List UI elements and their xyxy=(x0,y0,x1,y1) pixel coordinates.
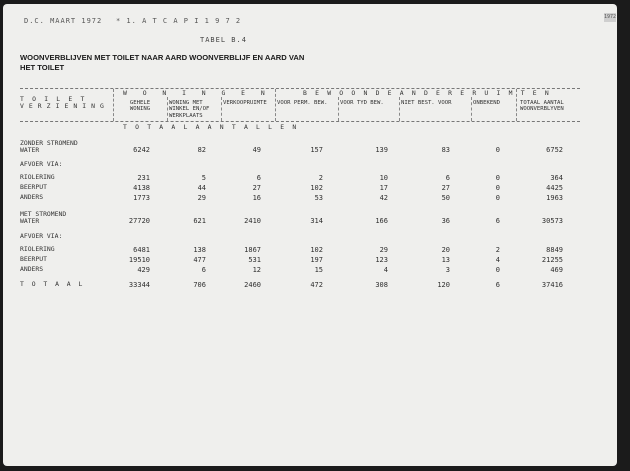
col-header-verkoopruimte: VERKOOPRUIMTE xyxy=(223,100,267,106)
group-andere-ruimten: B E W O O N D E A N D E R E R U I M T E N xyxy=(303,89,551,97)
table-cell: 157 xyxy=(310,146,323,154)
table-cell: 472 xyxy=(310,281,323,289)
table-cell: 29 xyxy=(379,246,388,254)
col-header-woning-winkel: WONING MET WINKEL EN/OF WERKPLAATS xyxy=(169,100,210,119)
table-cell: 1867 xyxy=(244,246,261,254)
table-cell: 27 xyxy=(441,184,450,192)
col-sep xyxy=(399,97,400,121)
table-cell: 30573 xyxy=(541,217,563,225)
table-cell: 1963 xyxy=(546,194,563,202)
col-sep xyxy=(275,89,276,121)
table-cell: 1773 xyxy=(133,194,150,202)
table-cell: 120 xyxy=(437,281,450,289)
table-cell: 314 xyxy=(310,217,323,225)
row-label: ANDERS xyxy=(20,265,44,273)
row-label: ZONDER STROMEND xyxy=(20,139,78,147)
page-title: WOONVERBLIJVEN MET TOILET NAAR AARD WOONVERBLIJF EN AARD VAN HET TOILET xyxy=(20,53,305,72)
table-cell: 4138 xyxy=(133,184,150,192)
table-cell: 19510 xyxy=(128,256,150,264)
table-cell: 0 xyxy=(495,184,500,192)
table-cell: 6752 xyxy=(546,146,563,154)
col-sep xyxy=(471,97,472,121)
table-cell: 2 xyxy=(318,174,323,182)
table-cell: 6481 xyxy=(133,246,150,254)
table-cell: 2460 xyxy=(244,281,261,289)
table-cell: 6242 xyxy=(133,146,150,154)
table-cell: 0 xyxy=(495,266,500,274)
table-number: TABEL B.4 xyxy=(200,36,247,44)
row-label: RIOLERING xyxy=(20,173,55,181)
col-header-gehele-woning: GEHELE WONING xyxy=(129,100,151,113)
table-cell: 6 xyxy=(256,174,261,182)
col-sep xyxy=(113,89,114,121)
table-cell: 4 xyxy=(495,256,500,264)
table-cell: 8849 xyxy=(546,246,563,254)
row-label: BEERPUT xyxy=(20,183,47,191)
table-cell: 16 xyxy=(252,194,261,202)
table-cell: 477 xyxy=(193,256,206,264)
table-cell: 20 xyxy=(441,246,450,254)
header-date: D.C. MAART 1972 xyxy=(24,17,103,25)
table-cell: 166 xyxy=(375,217,388,225)
table-cell: 123 xyxy=(375,256,388,264)
table-cell: 706 xyxy=(193,281,206,289)
table-cell: 37416 xyxy=(541,281,563,289)
table-cell: 6 xyxy=(495,281,500,289)
page-number: 1972 xyxy=(604,14,617,20)
table-cell: 138 xyxy=(193,246,206,254)
table-cell: 49 xyxy=(252,146,261,154)
table-cell: 27 xyxy=(252,184,261,192)
row-label: RIOLERING xyxy=(20,245,55,253)
table-cell: 10 xyxy=(379,174,388,182)
table-cell: 6 xyxy=(201,266,206,274)
table-cell: 308 xyxy=(375,281,388,289)
col-header-niet-best: NIET BEST. VOOR xyxy=(401,100,452,106)
table-cell: 82 xyxy=(197,146,206,154)
row-label: ANDERS xyxy=(20,193,44,201)
table-cell: 364 xyxy=(550,174,563,182)
table-cell: 27720 xyxy=(128,217,150,225)
row-label: BEERPUT xyxy=(20,255,47,263)
col-header-onbekend: ONBEKEND xyxy=(473,100,500,106)
table-cell: 469 xyxy=(550,266,563,274)
col-sep xyxy=(338,97,339,121)
table-cell: 13 xyxy=(441,256,450,264)
table-cell: 3 xyxy=(445,266,450,274)
table-cell: 29 xyxy=(197,194,206,202)
table-cell: 6 xyxy=(445,174,450,182)
col-header-perm-bew: VOOR PERM. BEW. xyxy=(277,100,328,106)
table-cell: 17 xyxy=(379,184,388,192)
row-label: AFVOER VIA: xyxy=(20,232,63,240)
col-header-tyd-bew: VOOR TYD BEW. xyxy=(340,100,384,106)
table-cell: 15 xyxy=(314,266,323,274)
table-cell: 12 xyxy=(252,266,261,274)
table-cell: 102 xyxy=(310,184,323,192)
subheader-totaal-aantallen: T O T A A L A A N T A L L E N xyxy=(123,123,299,131)
table-cell: 0 xyxy=(495,146,500,154)
table-cell: 621 xyxy=(193,217,206,225)
table-cell: 102 xyxy=(310,246,323,254)
row-label-cont: WATER xyxy=(20,146,40,154)
table-cell: 5 xyxy=(201,174,206,182)
col-sep xyxy=(167,97,168,121)
table-cell: 33344 xyxy=(128,281,150,289)
table-cell: 0 xyxy=(495,194,500,202)
col-header-totaal: TOTAAL AANTAL WOONVERBLYVEN xyxy=(520,100,564,113)
row-label-cont: WATER xyxy=(20,217,40,225)
stub-header-1: T O I L E T xyxy=(20,95,87,103)
col-sep xyxy=(221,97,222,121)
table-cell: 197 xyxy=(310,256,323,264)
table-cell: 2 xyxy=(495,246,500,254)
table-cell: 2410 xyxy=(244,217,261,225)
table-cell: 53 xyxy=(314,194,323,202)
header-rule-bottom xyxy=(20,121,580,122)
table-cell: 21255 xyxy=(541,256,563,264)
header-census: * 1. A T C A P I 1 9 7 2 xyxy=(116,17,242,25)
table-cell: 139 xyxy=(375,146,388,154)
table-cell: 429 xyxy=(137,266,150,274)
table-cell: 50 xyxy=(441,194,450,202)
row-label: T O T A A L xyxy=(20,280,85,288)
row-label: AFVOER VIA: xyxy=(20,160,63,168)
table-cell: 231 xyxy=(137,174,150,182)
document-page xyxy=(3,4,617,466)
table-cell: 4 xyxy=(383,266,388,274)
row-label: MET STROMEND xyxy=(20,210,67,218)
table-cell: 6 xyxy=(495,217,500,225)
group-woningen: W O N I N G E N xyxy=(123,89,271,97)
table-cell: 531 xyxy=(248,256,261,264)
table-cell: 83 xyxy=(441,146,450,154)
stub-header-2: V E R Z I E N I N G xyxy=(20,102,105,110)
table-cell: 0 xyxy=(495,174,500,182)
table-cell: 36 xyxy=(441,217,450,225)
table-cell: 44 xyxy=(197,184,206,192)
table-cell: 42 xyxy=(379,194,388,202)
table-cell: 4425 xyxy=(546,184,563,192)
